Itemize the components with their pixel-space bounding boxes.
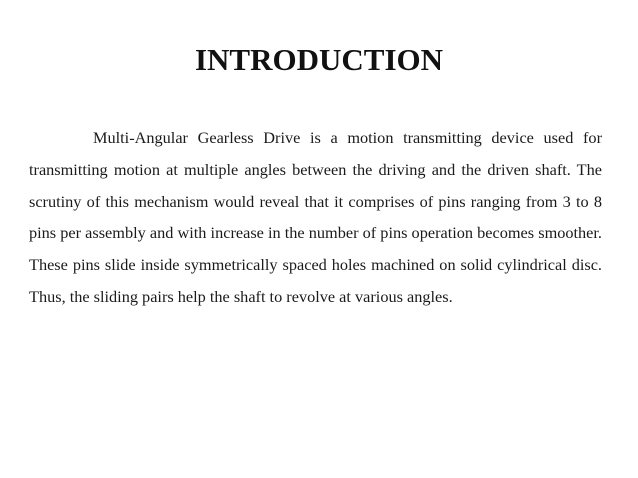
introduction-paragraph: Multi-Angular Gearless Drive is a motion transmitting device used for transmitting motion at multiple angles between the driving and the driven shaft. The scrutiny of this mechanism would reveal that it comprises of pins ranging from 3 to 8 pins per assembly and with increase in the number of pins operation becomes smoother. These pins slide inside symmetrically spaced holes machined on solid cylindrical disc. Thus, the sliding pairs help the shaft to revolve at various angles. (29, 128, 602, 306)
slide-title: INTRODUCTION (194, 42, 444, 77)
